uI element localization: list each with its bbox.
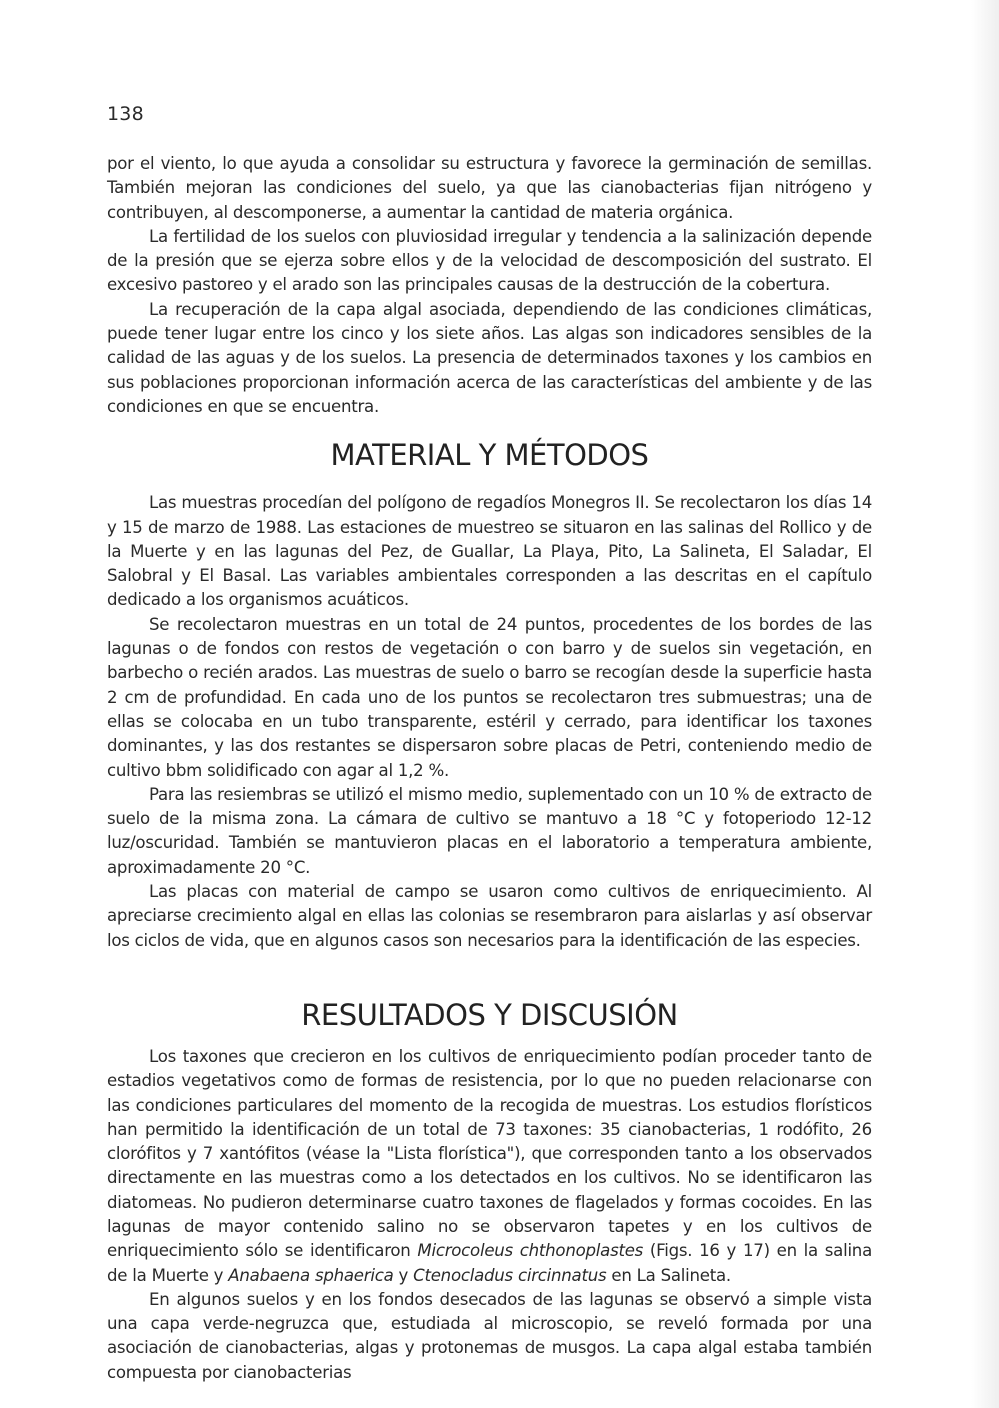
material-paragraph-2: Se recolectaron muestras en un total de 24 puntos, procedentes de los bordes de las lagunas o de fondos con restos de vegetación o con barro y de suelos sin vegetación, en barbecho o recién arados. Las muestras de suelo o barro se recogían desde la superficie hasta 2 cm de profundidad. En cada uno de los puntos se recolectaron tres submuestras; una de ellas se colocaba en un tubo transparente, estéril y cerrado, para identificar los taxones dominantes, y las dos restantes se dispersaron sobre placas de Petri, conteniendo medio de cultivo bbm solidificado con agar al 1,2 %. — [107, 614, 872, 780]
material-paragraph-4: Las placas con material de campo se usaron como cultivos de enriquecimiento. Al apreciarse crecimiento algal en ellas las colonias se resembraron para aislarlas y así observar los ciclos de vida, que en algunos casos son necesarios para la identificación de las especies. — [107, 882, 872, 950]
species-name-anabaena: Anabaena sphaerica — [228, 1265, 394, 1285]
section-heading-material-metodos: MATERIAL Y MÉTODOS — [330, 438, 649, 473]
resultados-text-c: y — [393, 1265, 414, 1285]
resultados-text-b: (Figs. 16 y 17) en la salina de la Muerte y — [107, 1241, 872, 1285]
section-heading-resultados-discusion: RESULTADOS Y DISCUSIÓN — [301, 997, 678, 1032]
resultados-text-a: Los taxones que crecieron en los cultivos de enriquecimiento podían proceder tanto de estadios vegetativos como de formas de resistencia, por lo que no pueden relacionarse con las condiciones particulares del momento de la recogida de muestras. Los estudios florísticos han permitido la identificación de un total de 73 taxones: 35 cianobacterias, 1 rodófito, 26 clorófitos y 7 xantófitos (véase la "Lista florística"), que corresponden tanto a los observados directamente en las muestras como a los detectados en los cultivos. No se identificaron las diatomeas. No pudieron determinarse cuatro taxones de flagelados y formas cocoides. En las lagunas de mayor contenido salino no se observaron tapetes y en los cultivos de enriquecimiento sólo se identificaron — [107, 1046, 872, 1261]
resultados-paragraph-2: En algunos suelos y en los fondos desecados de las lagunas se observó a simple vista una capa verde-negruzca que, estudiada al microscopio, se reveló formada por una asociación de cianobacterias, algas y protonemas de musgos. La capa algal estaba también compuesta por cianobacterias — [107, 1289, 872, 1382]
resultados-text-d: en La Salineta. — [606, 1265, 731, 1285]
intro-paragraph-3: La recuperación de la capa algal asociada, dependiendo de las condiciones climáticas, puede tener lugar entre los cinco y los siete años. Las algas son indicadores sensibles de la calidad de las aguas y de los suelos. La presencia de determinados taxones y los cambios en sus poblaciones proporcionan información acerca de las características del ambiente y de las condiciones en que se encuentra. — [107, 299, 872, 416]
material-paragraph-3: Para las resiembras se utilizó el mismo medio, suplementado con un 10 % de extracto de suelo de la misma zona. La cámara de cultivo se mantuvo a 18 °C y fotoperiodo 12-12 luz/oscuridad. También se mantuvieron placas en el laboratorio a temperatura ambiente, aproximadamente 20 °C. — [107, 784, 872, 877]
resultados-paragraph-1 — [107, 1045, 872, 1288]
material-paragraph-1: Las muestras procedían del polígono de regadíos Monegros II. Se recolectaron los días 14 y 15 de marzo de 1988. Las estaciones de muestreo se situaron en las salinas del Rollico y de la Muerte y en las lagunas del Pez, de Guallar, La Playa, Pito, La Salineta, El Saladar, El Salobral y El Basal. Las variables ambientales corresponden a las descritas en el capítulo dedicado a los organismos acuáticos. — [107, 493, 872, 610]
intro-paragraph-2: La fertilidad de los suelos con pluviosidad irregular y tendencia a la salinización depende de la presión que se ejerza sobre ellos y de la velocidad de descomposición del sustrato. El excesivo pastoreo y el arado son las principales causas de la destrucción de la cobertura. — [107, 226, 872, 295]
page-edge-shadow — [971, 0, 999, 1408]
document-body — [107, 152, 872, 1385]
intro-paragraph-1: por el viento, lo que ayuda a consolidar su estructura y favorece la germinación de semillas. También mejoran las condiciones del suelo, ya que las cianobacterias fijan nitrógeno y contribuyen, al descomponerse, a aumentar la cantidad de materia orgánica. — [107, 154, 872, 222]
species-name-microcoleus: Microcoleus chthonoplastes — [417, 1241, 644, 1261]
page-number: 138 — [107, 103, 144, 125]
species-name-ctenocladus: Ctenocladus circinnatus — [413, 1265, 607, 1285]
